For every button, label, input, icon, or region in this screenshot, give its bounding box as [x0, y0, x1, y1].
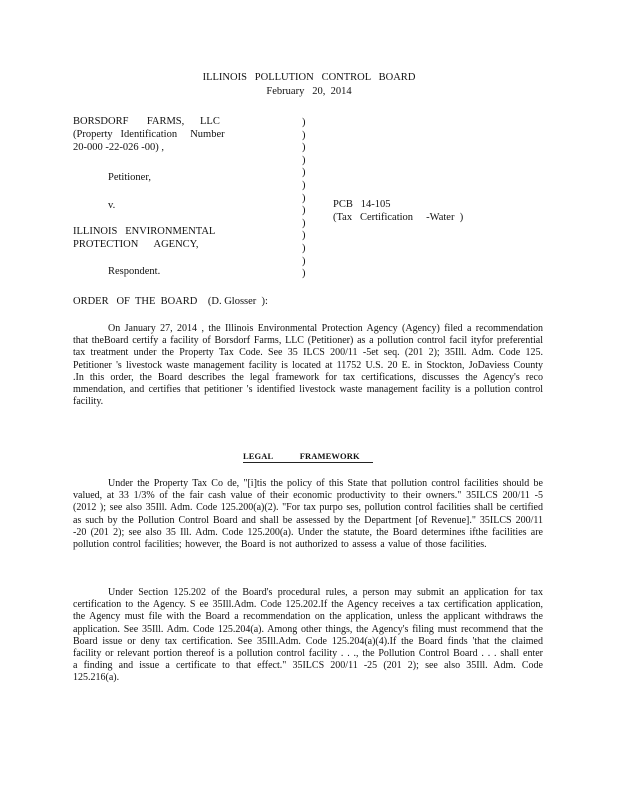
petitioner-label: Petitioner,	[108, 172, 152, 183]
agency-heading: ILLINOIS POLLUTION CONTROL BOARD	[202, 72, 416, 83]
order-of-the-board-line: ORDER OF THE BOARD (D. Glosser ):	[73, 296, 268, 307]
paragraph-property-tax-code	[73, 478, 543, 551]
section-heading-word: LEGAL	[243, 451, 274, 461]
caption-paren: )	[302, 154, 306, 166]
respondent-name-line2: PROTECTION AGENCY,	[73, 239, 199, 250]
caption-paren: )	[302, 255, 306, 267]
paragraph-introduction-text: On January 27, 2014 , the Illinois Environmental Protection Agency (Agency) filed a recommendation that theBoard certify a facility of Borsdorf Farms, LLC (Petitioner) as a pollution control facil ityfor preferential tax treatment under the Property Tax Code. See 35 ILCS 200/11 -5et seq. (201 2); 35Ill. Adm. Code 125. Petitioner 's livestock waste management facility is located at 11752 U.S. 20 E. in Stockton, JoDaviess County .In this order, the Board describes the legal framework for tax certifications, discusses the Agency's reco mmendation, and certifies that petitioner 's identified livestock waste management facility is a pollution control facility.	[73, 323, 543, 408]
respondent-label: Respondent.	[108, 266, 161, 277]
versus-label: v.	[108, 200, 116, 211]
caption-paren: )	[302, 217, 306, 229]
caption-paren: )	[302, 242, 306, 254]
caption-paren: )	[302, 142, 306, 154]
paragraph-property-tax-code-text: Under the Property Tax Co de, "[i]tis the policy of this State that pollution control facilities should be valued, at 33 1/3% of the fair cash value of their economic productivity to their owners." 35ILCS 200/11 -5 (2012 ); see also 35Ill. Adm. Code 125.200(a)(2). "For tax purpo ses, pollution control facilities shall be certified as such by the Pollution Control Board and shall be assessed by the Department [of Revenue]." 35ILCS 200/11 -20 (201 2); see also 35 Ill. Adm. Code 125.200(a). Under the statute, the Board determines ifthe facilities are pollution control facilities; however, the Board is not authorized to assess a value of those facilities.	[73, 478, 543, 551]
paragraph-procedural-rules-text: Under Section 125.202 of the Board's procedural rules, a person may submit an application for tax certification to the Agency. S ee 35Ill.Adm. Code 125.202.If the Agency receives a tax certification application, the Agency must file with the Board a recommendation on the application, unless the applicant withdraws the application. See 35Ill. Adm. Code 125.204(a). Among other things, the Agency's filing must recommend that the Board issue or deny tax certification. See 35Ill.Adm. Code 125.204(a)(4).If the Board finds 'that the claimed facility or relevant portion thereof is a pollution control facility . . ., the Pollution Control Board . . . shall enter a finding and issue a certificate to that effect." 35ILCS 200/11 -25 (201 2); see also 35Ill. Adm. Code 125.216(a).	[73, 587, 543, 684]
property-id-line2: 20-000 -22-026 -00) ,	[73, 142, 164, 153]
caption-paren: )	[302, 167, 306, 179]
caption-paren: )	[302, 129, 306, 141]
order-date: February 20, 2014	[266, 86, 352, 97]
caption-paren: )	[302, 192, 306, 204]
property-id-line1: (Property Identification Number	[73, 129, 225, 140]
case-number: PCB 14-105	[333, 199, 391, 210]
paragraph-procedural-rules	[73, 587, 543, 685]
caption-paren: )	[302, 230, 306, 242]
section-heading-word: FRAMEWORK	[299, 451, 360, 461]
paragraph-introduction	[73, 323, 543, 408]
caption-paren: )	[302, 179, 306, 191]
respondent-name-line1: ILLINOIS ENVIRONMENTAL	[73, 226, 216, 237]
petitioner-name: BORSDORF FARMS, LLC	[73, 116, 220, 127]
caption-paren: )	[302, 268, 306, 280]
caption-paren-column	[302, 117, 306, 281]
caption-paren: )	[302, 205, 306, 217]
section-heading-legal-framework	[243, 451, 373, 463]
caption-paren: )	[302, 117, 306, 128]
case-type: (Tax Certification -Water )	[333, 212, 464, 223]
